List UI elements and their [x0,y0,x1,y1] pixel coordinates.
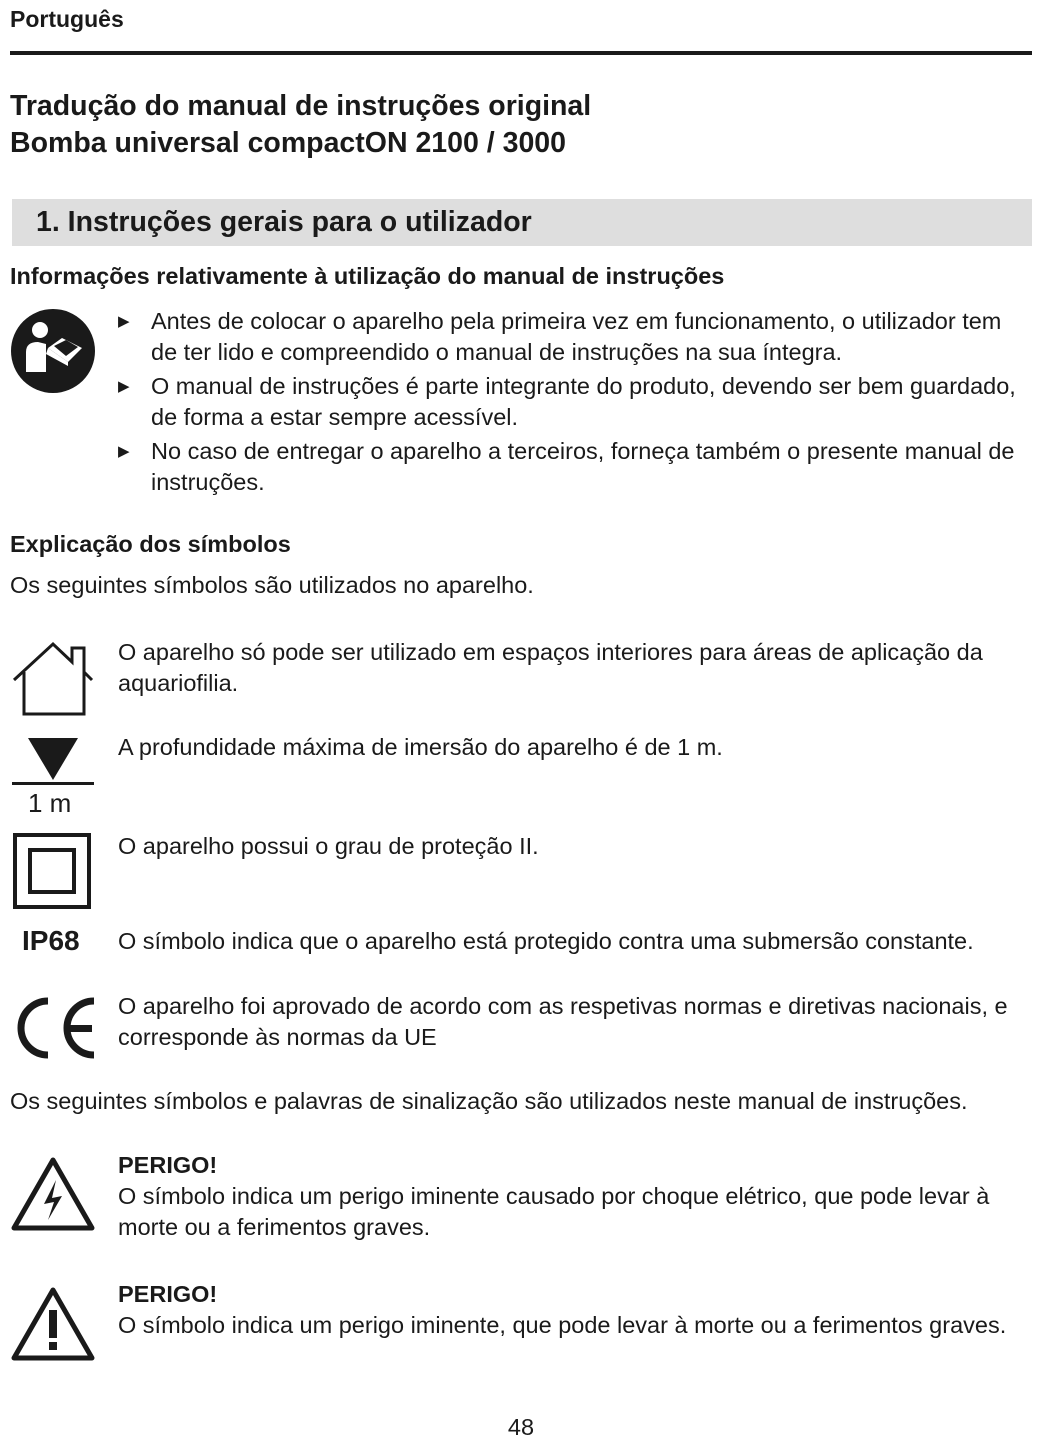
page-title [10,88,591,162]
list-item: ▶ Antes de colocar o aparelho pela primeira vez em funcionamento, o utilizador tem de ter lido e compreendido o manual de instruções na sua íntegra. [118,308,1002,365]
list-item: ▶ No caso de entregar o aparelho a terceiros, forneça também o presente manual de instruções. [118,438,1015,495]
page-number: 48 [507,1414,535,1440]
symbol-ce-text: O aparelho foi aprovado de acordo com as respetivas normas e diretivas nacionais, e corresponde às normas da UE [118,993,1008,1050]
symbols-intro: Os seguintes símbolos são utilizados no aparelho. [10,572,534,598]
general-warning-icon [10,1286,96,1367]
list-item: ▶ O manual de instruções é parte integrante do produto, devendo ser bem guardado, de forma a estar sempre acessível. [118,373,1016,430]
warning-electric-text: O símbolo indica um perigo iminente causado por choque elétrico, que pode levar à morte ou a ferimentos graves. [118,1183,990,1240]
signals-intro: Os seguintes símbolos e palavras de sinalização são utilizados neste manual de instruções. [10,1088,968,1114]
immersion-depth-icon [10,736,96,791]
electric-shock-warning-icon [10,1156,96,1237]
symbol-indoor-text: O aparelho só pode ser utilizado em espaços interiores para áreas de aplicação da aquariofilia. [118,639,983,696]
symbols-heading: Explicação dos símbolos [10,531,291,557]
warning-general-title: PERIGO! [118,1281,218,1307]
immersion-depth-label: 1 m [28,788,72,818]
section-heading-bar [12,199,1032,246]
symbol-depth-text: A profundidade máxima de imersão do aparelho é de 1 m. [118,734,723,760]
header-rule [10,51,1032,55]
protection-class-ii-icon [12,832,92,915]
ce-mark-icon [10,994,100,1067]
symbol-protection-text: O aparelho possui o grau de proteção II. [118,833,539,859]
warning-electric-title: PERIGO! [118,1152,218,1178]
section-heading: 1. Instruções gerais para o utilizador [36,206,532,238]
language-label: Português [10,6,124,32]
title-line-2: Bomba universal compactON 2100 / 3000 [10,127,567,159]
warning-general [118,1279,1023,1341]
info-heading: Informações relativamente à utilização do manual de instruções [10,263,725,289]
bullet-arrow-icon: ▶ [118,313,130,330]
warning-electric [118,1150,1023,1243]
ip68-label: IP68 [22,925,80,956]
title-line-1: Tradução do manual de instruções original [10,90,592,122]
symbol-ip68-text: O símbolo indica que o aparelho está protegido contra uma submersão constante. [118,928,974,954]
read-manual-icon [10,308,96,399]
indoor-house-icon [10,640,96,723]
bullet-arrow-icon: ▶ [118,443,130,460]
info-bullet-list [118,306,1033,501]
bullet-arrow-icon: ▶ [118,378,130,395]
warning-general-text: O símbolo indica um perigo iminente, que pode levar à morte ou a ferimentos graves. [118,1312,1007,1338]
